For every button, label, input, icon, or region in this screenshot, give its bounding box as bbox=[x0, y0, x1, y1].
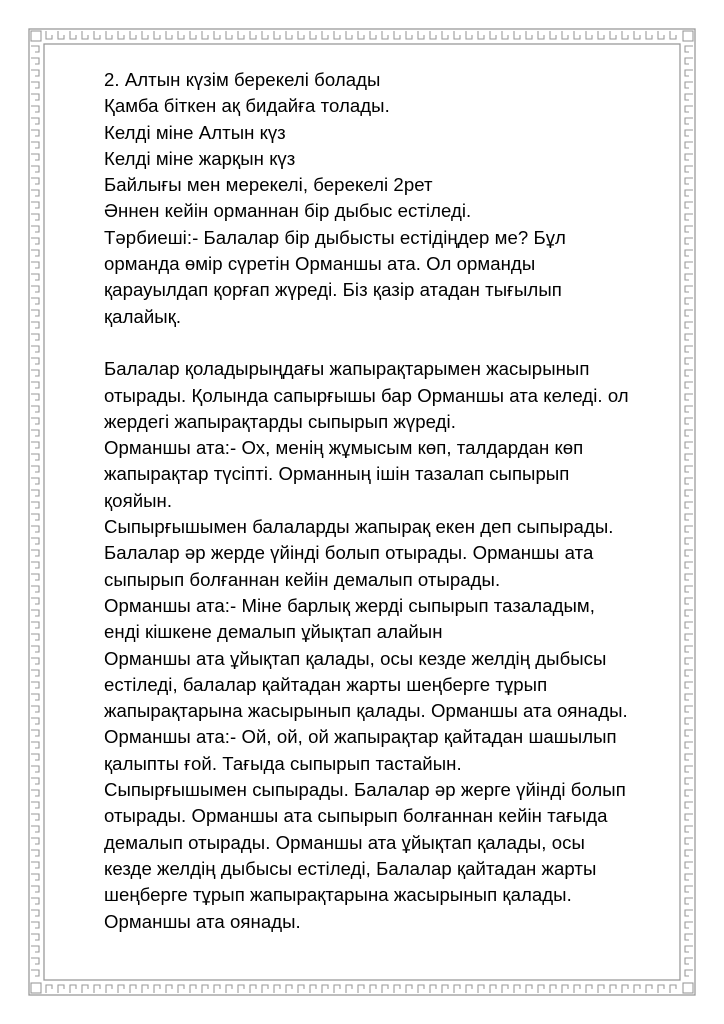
text-line: қарауылдап қорғап жүреді. Біз қазір атадан тығылып bbox=[104, 279, 562, 301]
text-line: Қамба біткен ақ бидайға толады. bbox=[104, 95, 390, 117]
text-line: Орманшы ата:- Ой, ой, ой жапырақтар қайтадан шашылып bbox=[104, 726, 617, 748]
text-line: Орманшы ата ұйықтап қалады, осы кезде желдің дыбысы bbox=[104, 647, 607, 669]
document-body bbox=[104, 67, 684, 935]
text-line: Сыпырғышымен балаларды жапырақ екен деп сыпырады. bbox=[104, 516, 614, 538]
text-line: Келді міне Алтын күз bbox=[104, 121, 286, 143]
text-line: Сыпырғышымен сыпырады. Балалар әр жерге үйінді болып bbox=[104, 779, 626, 801]
text-line: қояйын. bbox=[104, 489, 173, 511]
text-line: Орманшы ата:- Ох, менің жұмысым көп, талдардан көп bbox=[104, 437, 584, 459]
text-line: Тәрбиеші:- Балалар бір дыбысты естідіңдер ме? Бұл bbox=[104, 226, 566, 248]
text-line: отырады. Орманшы ата сыпырып болғаннан кейін тағыда bbox=[104, 805, 608, 827]
text-line: Байлығы мен мерекелі, берекелі 2рет bbox=[104, 174, 433, 196]
text-line: жердегі жапырақтарды сыпырып жүреді. bbox=[104, 410, 456, 432]
blank-line bbox=[104, 330, 684, 356]
text-line: шеңберге тұрып жапырақтарына жасырынып қалады. bbox=[104, 884, 572, 906]
text-line: Балалар қоладырыңдағы жапырақтарымен жасырынып bbox=[104, 358, 590, 380]
text-line: жапырақтарына жасырынып қалады. Орманшы ата оянады. bbox=[104, 700, 628, 722]
text-line: Балалар әр жерде үйінді болып отырады. Орманшы ата bbox=[104, 542, 594, 564]
text-line: енді кішкене демалып ұйықтап алайын bbox=[104, 621, 443, 643]
text-line: естіледі, балалар қайтадан жарты шеңберге тұрып bbox=[104, 673, 548, 695]
text-line: қалыпты ғой. Тағыда сыпырып тастайын. bbox=[104, 752, 462, 774]
text-line: Келді міне жарқын күз bbox=[104, 147, 296, 169]
text-line: сыпырып болғаннан кейін демалып отырады. bbox=[104, 568, 501, 590]
text-line: демалып отырады. Орманшы ата ұйықтап қалады, осы bbox=[104, 831, 585, 853]
text-line: кезде желдің дыбысы естіледі, Балалар қайтадан жарты bbox=[104, 857, 597, 879]
text-line: 2. Алтын күзім берекелі болады bbox=[104, 69, 381, 90]
text-line: қалайық. bbox=[104, 305, 182, 327]
text-line: отырады. Қолында сапырғышы бар Орманшы ата келеді. ол bbox=[104, 384, 629, 406]
text-line: Әннен кейін орманнан бір дыбыс естіледі. bbox=[104, 200, 472, 222]
text-line: Орманшы ата:- Міне барлық жерді сыпырып тазаладым, bbox=[104, 594, 595, 616]
text-line: орманда өмір сүретін Орманшы ата. Ол орманды bbox=[104, 253, 536, 275]
text-line: Орманшы ата оянады. bbox=[104, 910, 301, 932]
text-line: жапырақтар түсіпті. Орманның ішін тазалап сыпырып bbox=[104, 463, 570, 485]
